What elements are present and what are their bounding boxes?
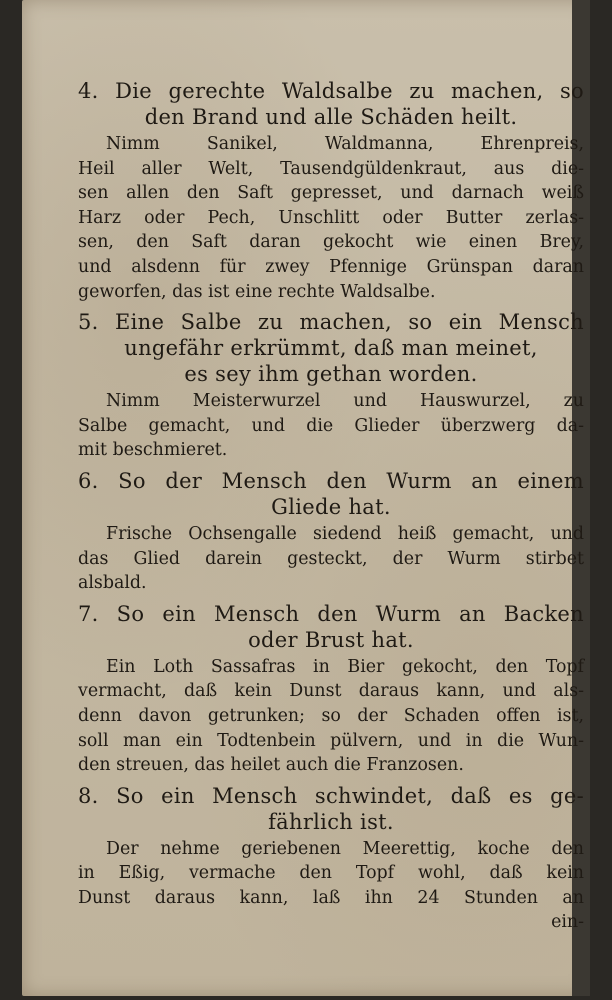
heading-line: 8. So ein Mensch schwindet, daß es ge- [78,783,584,808]
text-line: Dunst daraus kann, laß ihn 24 Stunden an [78,887,584,908]
heading-line: ungefähr erkrümmt, daß man meinet, [124,336,538,361]
heading-line: den Brand und alle Schäden heilt. [144,105,518,129]
text-line: Harz oder Pech, Unschlitt oder Butter zerlas- [78,207,584,228]
text-line: Frische Ochsengalle siedend heiß gemacht, und [106,523,584,544]
heading-section-5 [78,309,584,387]
catchword: ein- [551,912,584,933]
text-line: mit beschmieret. [78,440,228,461]
text-line: sen, den Saft daran gekocht wie einen Brey, [78,232,584,253]
text-line: denn davon getrunken; so der Schaden offen ist, [78,705,584,726]
text-line: geworfen, das ist eine rechte Waldsalbe. [78,281,436,302]
text-line: Ein Loth Sassafras in Bier gekocht, den Topf [106,656,584,677]
heading-line: 6. So der Mensch den Wurm an einem [78,468,584,493]
heading-section-4 [78,78,584,130]
book-page [22,0,590,996]
text-line: Nimm Meisterwurzel und Hauswurzel, zu [106,391,584,412]
text-line: Nimm Sanikel, Waldmanna, Ehrenpreis, [106,134,584,154]
page-text [78,78,584,940]
heading-section-6 [78,468,584,520]
text-line: das Glied darein gesteckt, der Wurm stirbet [78,548,584,569]
heading-line: oder Brust hat. [248,627,414,652]
text-line: vermacht, daß kein Dunst daraus kann, und als- [78,681,584,702]
heading-section-8 [78,783,584,835]
text-line: alsbald. [78,573,147,594]
text-line: Der nehme geriebenen Meerettig, koche den [106,838,584,859]
heading-line: fährlich ist. [268,809,394,834]
text-line: Salbe gemacht, und die Glieder überzwerg da- [78,415,584,436]
text-line: und alsdenn für zwey Pfennige Grünspan daran [78,256,584,277]
text-line: Heil aller Welt, Tausendgüldenkraut, aus die- [78,158,584,179]
paragraph-section-4 [78,132,584,304]
heading-section-7 [78,601,584,653]
paragraph-section-7 [78,655,584,778]
heading-line: Gliede hat. [271,494,391,519]
heading-line: 5. Eine Salbe zu machen, so ein Mensch [78,310,584,335]
text-line: den streuen, das heilet auch die Franzosen. [78,755,464,776]
paragraph-section-6 [78,522,584,596]
paragraph-section-5 [78,389,584,463]
text-line: in Eßig, vermache den Topf wohl, daß kein [78,863,584,884]
heading-line: es sey ihm gethan worden. [184,362,478,387]
paragraph-section-8 [78,837,584,935]
text-line: soll man ein Todtenbein pülvern, und in die Wun- [78,730,584,751]
text-line: sen allen den Saft gepresset, und darnach weiß [78,183,584,204]
heading-line: 7. So ein Mensch den Wurm an Backen [78,601,584,626]
heading-line: 4. Die gerechte Waldsalbe zu machen, so [78,79,584,103]
